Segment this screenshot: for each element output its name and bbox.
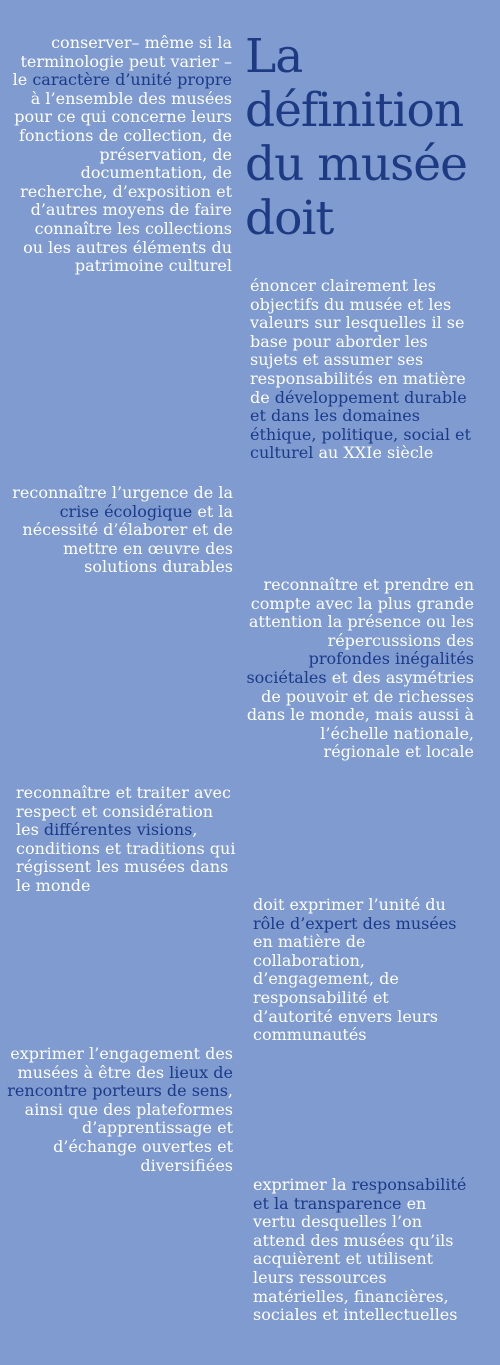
criterion-text-4 xyxy=(242,576,474,762)
criterion-text-1 xyxy=(10,34,232,276)
criterion-text-6-before: doit exprimer l’unité du xyxy=(253,895,446,914)
criterion-text-5 xyxy=(16,784,238,896)
criterion-text-7-after: , ainsi que des plateformes d’apprentissage et d’échange ouvertes et diversifiées xyxy=(24,1081,233,1175)
criterion-text-8-after: en vertu desquelles l’on attend des musées qu’ils acquièrent et utilisent leurs ressources matérielles, financières, sociales et intellectuelles xyxy=(253,1193,458,1325)
criterion-text-1-before: conserver– même si la terminologie peut varier – le xyxy=(12,33,232,90)
criterion-text-3-after: et la nécessité d’élaborer et de mettre en œuvre des solutions durables xyxy=(22,501,233,577)
criterion-text-3 xyxy=(8,484,233,577)
criterion-text-8-before: exprimer la xyxy=(253,1175,352,1194)
criterion-text-2 xyxy=(250,277,475,463)
criterion-text-7-before: exprimer l’engagement des musées à être des xyxy=(10,1044,233,1082)
criterion-text-6-after: en matière de collaboration, d’engagement, de responsabilité et d’autorité envers leurs communautés xyxy=(253,932,438,1045)
criterion-text-5-before: reconnaître et traiter avec respect et considération les xyxy=(16,783,231,840)
criterion-text-5-after: , conditions et traditions qui régissent les musées dans le monde xyxy=(16,820,236,895)
criterion-text-4-after: et des asymétries de pouvoir et de richesses dans le monde, mais aussi à l’échelle nationale, régionale et locale xyxy=(246,667,474,762)
criterion-text-2-before: énoncer clairement les objectifs du musée et les valeurs sur lesquelles il se base pour aborder les sujets et assumer ses responsabilités en matière de xyxy=(250,276,466,407)
criterion-text-3-before: reconnaître l’urgence de la xyxy=(12,483,233,502)
criterion-highlight-5: différentes visions xyxy=(43,820,193,840)
criterion-text-2-after: au XXIe siècle xyxy=(313,443,434,463)
criterion-highlight-4: profondes inégalités sociétales xyxy=(246,649,474,687)
criterion-highlight-8: responsabilité et la transparence xyxy=(253,1175,467,1213)
criterion-highlight-7: lieux de rencontre porteurs de sens xyxy=(7,1062,233,1101)
criterion-highlight-1: caractère d’unité propre xyxy=(32,70,232,90)
criterion-highlight-2: développement durable et dans les domaines éthique, politique, social et culturel xyxy=(250,387,471,463)
criterion-text-4-before: reconnaître et prendre en compte avec la plus grande attention la présence ou les répercussions des xyxy=(248,575,474,650)
criterion-text-8 xyxy=(253,1176,471,1325)
criterion-highlight-3: crise écologique xyxy=(59,501,193,521)
criterion-highlight-6: rôle d’expert des musées xyxy=(253,913,457,933)
criterion-text-1-after: à l’ensemble des musées pour ce qui concerne leurs fonctions de collection, de préservation, de documentation, de recherche, d’exposition et d’autres moyens de faire connaître les collections ou les autres éléments du patrimoine culturel xyxy=(14,88,232,276)
criterion-text-7 xyxy=(5,1045,233,1175)
criterion-text-6 xyxy=(253,896,465,1045)
page-title: La définition du musée doit xyxy=(245,29,467,246)
